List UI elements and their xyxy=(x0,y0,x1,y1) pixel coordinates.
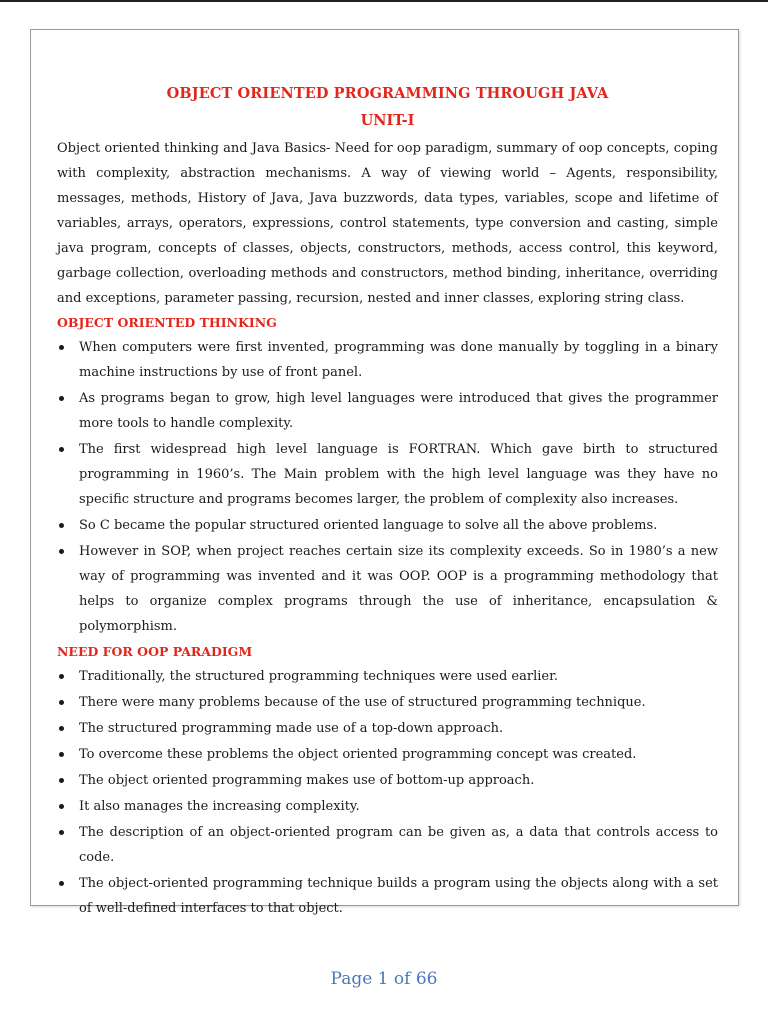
document-body xyxy=(57,83,718,922)
list-item-text: The structured programming made use of a top-down approach. xyxy=(79,721,504,736)
bullet-icon xyxy=(59,804,64,809)
list-item xyxy=(57,742,718,767)
bullet-icon xyxy=(59,830,64,835)
list-item xyxy=(57,664,718,689)
bullet-icon xyxy=(59,345,64,350)
page-number: Page 1 of 66 xyxy=(330,969,438,989)
bullet-icon xyxy=(59,447,64,452)
list-item-text: The object-oriented programming technique builds a program using the objects along with a set of well-defined interfaces to that object. xyxy=(79,876,718,916)
oo-thinking-list xyxy=(57,335,718,639)
list-item xyxy=(57,690,718,715)
list-item-text: The object oriented programming makes use of bottom-up approach. xyxy=(79,773,535,788)
list-item-text: It also manages the increasing complexity. xyxy=(79,799,360,814)
intro-paragraph: Object oriented thinking and Java Basics- Need for oop paradigm, summary of oop concepts, coping with complexity, abstraction mechanisms. A way of viewing world – Agents, responsibility, messages, methods, History of Java, Java buzzwords, data types, variables, scope and lifetime of variables, arrays, operators, expressions, control statements, type conversion and casting, simple java program, concepts of classes, objects, constructors, methods, access control, this keyword, garbage collection, overloading methods and constructors, method binding, inheritance, overriding and exceptions, parameter passing, recursion, nested and inner classes, exploring string class. xyxy=(57,141,718,306)
bullet-icon xyxy=(59,881,64,886)
list-item xyxy=(57,871,718,921)
oop-paradigm-list xyxy=(57,664,718,921)
list-item-text: When computers were first invented, programming was done manually by toggling in a binary machine instructions by use of front panel. xyxy=(79,340,718,380)
top-divider xyxy=(0,0,768,2)
document-title: OBJECT ORIENTED PROGRAMMING THROUGH JAVA xyxy=(166,85,609,102)
section-heading-oo-thinking: OBJECT ORIENTED THINKING xyxy=(57,315,277,330)
list-item xyxy=(57,335,718,385)
list-item-text: As programs began to grow, high level languages were introduced that gives the programmer more tools to handle complexity. xyxy=(79,391,718,431)
section-heading-oop-paradigm: NEED FOR OOP PARADIGM xyxy=(57,644,253,659)
list-item-text: The first widespread high level language is FORTRAN. Which gave birth to structured programming in 1960’s. The Main problem with the high level language was they have no specific structure and programs becomes larger, the problem of complexity also increases. xyxy=(79,442,718,507)
list-item-text: Traditionally, the structured programming techniques were used earlier. xyxy=(79,669,559,684)
list-item-text: There were many problems because of the use of structured programming technique. xyxy=(79,695,646,710)
list-item-text: To overcome these problems the object oriented programming concept was created. xyxy=(79,747,637,762)
bullet-icon xyxy=(59,396,64,401)
list-item xyxy=(57,716,718,741)
list-item xyxy=(57,820,718,870)
bullet-icon xyxy=(59,726,64,731)
list-item xyxy=(57,437,718,512)
list-item xyxy=(57,386,718,436)
bullet-icon xyxy=(59,752,64,757)
list-item-text: However in SOP, when project reaches certain size its complexity exceeds. So in 1980’s a new way of programming was invented and it was OOP. OOP is a programming methodology that helps to organize complex programs through the use of inheritance, encapsulation & polymorphism. xyxy=(79,544,718,634)
bullet-icon xyxy=(59,700,64,705)
unit-title: UNIT-I xyxy=(360,112,415,129)
list-item xyxy=(57,513,718,538)
bullet-icon xyxy=(59,523,64,528)
bullet-icon xyxy=(59,778,64,783)
list-item xyxy=(57,768,718,793)
list-item xyxy=(57,794,718,819)
bullet-icon xyxy=(59,674,64,679)
list-item xyxy=(57,539,718,639)
list-item-text: The description of an object-oriented program can be given as, a data that controls access to code. xyxy=(79,825,718,865)
list-item-text: So C became the popular structured oriented language to solve all the above problems. xyxy=(79,518,658,533)
bullet-icon xyxy=(59,549,64,554)
